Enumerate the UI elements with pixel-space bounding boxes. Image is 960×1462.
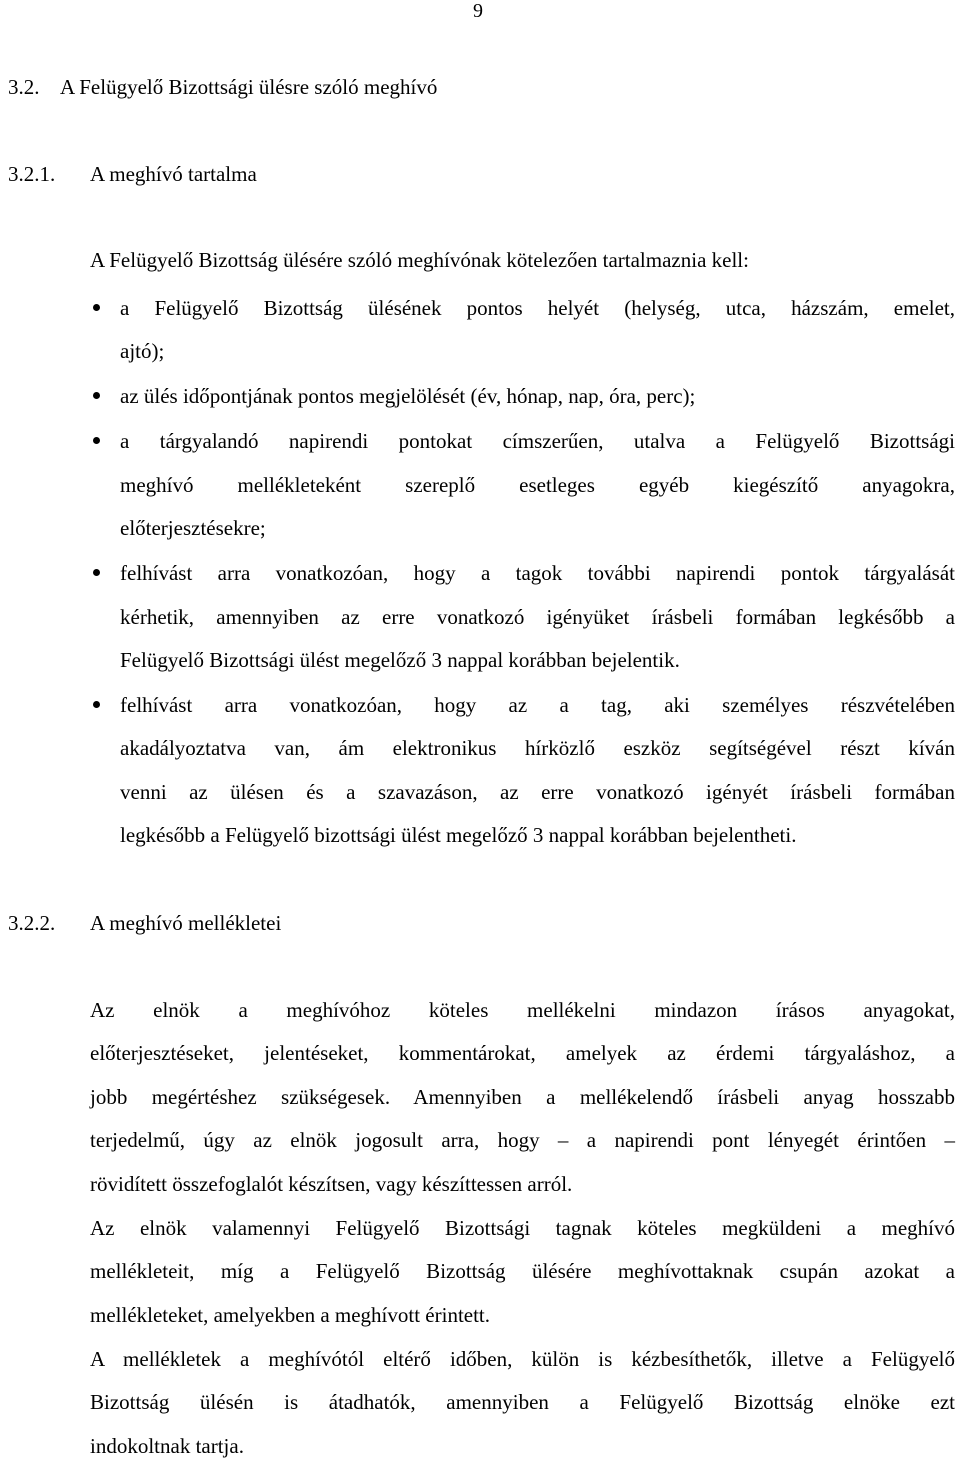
paragraph-line: jobb megértéshez szükségesek. Amennyiben a mellékelendő írásbeli anyag hosszabb xyxy=(90,1085,955,1109)
list-item-line: előterjesztésekre; xyxy=(120,516,266,540)
paragraph-line: rövidített összefoglalót készítsen, vagy készíttessen arról. xyxy=(90,1172,573,1196)
list-item-line: felhívást arra vonatkozóan, hogy az a tag, aki személyes részvételében xyxy=(120,693,955,717)
list-item-line: akadályoztatva van, ám elektronikus hírközlő eszköz segítségével részt kíván xyxy=(120,736,955,760)
subsection-heading-1 xyxy=(8,159,257,189)
subsection-title: A meghívó tartalma xyxy=(90,162,257,186)
list-item-line: meghívó mellékleteként szereplő esetleges egyéb kiegészítő anyagokra, xyxy=(120,473,955,497)
list-item-line: a tárgyalandó napirendi pontokat címszerűen, utalva a Felügyelő Bizottsági xyxy=(120,429,955,453)
intro-text: A Felügyelő Bizottság ülésére szóló meghívónak kötelezően tartalmaznia kell: xyxy=(90,248,749,272)
paragraph-line: mellékleteket, amelyekben a meghívott érintett. xyxy=(90,1303,491,1327)
list-item-line: kérhetik, amennyiben az erre vonatkozó igényüket írásbeli formában legkésőbb a xyxy=(120,605,955,629)
page-number: 9 xyxy=(473,0,483,22)
paragraph-line: terjedelmű, úgy az elnök jogosult arra, hogy – a napirendi pont lényegét érintően – xyxy=(90,1128,955,1152)
bullet-icon xyxy=(93,392,100,399)
paragraph-line: előterjesztéseket, jelentéseket, kommentárokat, amelyek az érdemi tárgyaláshoz, a xyxy=(90,1041,955,1065)
bullet-icon xyxy=(93,304,100,311)
subsection-number: 3.2.1. xyxy=(8,162,56,186)
list-item-line: venni az ülésen és a szavazáson, az erre vonatkozó igényét írásbeli formában xyxy=(120,780,955,804)
paragraph-line: Az elnök a meghívóhoz köteles mellékelni mindazon írásos anyagokat, xyxy=(90,998,955,1022)
bullet-icon xyxy=(93,437,100,444)
list-item-line: felhívást arra vonatkozóan, hogy a tagok további napirendi pontok tárgyalását xyxy=(120,561,955,585)
paragraph-line: A mellékletek a meghívótól eltérő időben, külön is kézbesíthetők, illetve a Felügyelő xyxy=(90,1347,955,1371)
subsection-number: 3.2.2. xyxy=(8,911,56,935)
bullet-icon xyxy=(93,569,100,576)
section-title: A Felügyelő Bizottsági ülésre szóló meghívó xyxy=(60,75,438,99)
list-item-line: Felügyelő Bizottsági ülést megelőző 3 nappal korábban bejelentik. xyxy=(120,648,680,672)
paragraph-line: Az elnök valamennyi Felügyelő Bizottsági tagnak köteles megküldeni a meghívó xyxy=(90,1216,955,1240)
bullet-icon xyxy=(93,701,100,708)
list-item-line: a Felügyelő Bizottság ülésének pontos helyét (helység, utca, házszám, emelet, xyxy=(120,296,955,320)
paragraph-line: mellékleteit, míg a Felügyelő Bizottság ülésére meghívottaknak csupán azokat a xyxy=(90,1259,955,1283)
list-item-line: ajtó); xyxy=(120,339,165,363)
list-item-line: az ülés időpontjának pontos megjelölését (év, hónap, nap, óra, perc); xyxy=(120,384,696,408)
subsection-title: A meghívó mellékletei xyxy=(90,911,282,935)
subsection-heading-2 xyxy=(8,908,281,938)
section-heading xyxy=(8,72,437,102)
paragraph-line: indokoltnak tartja. xyxy=(90,1434,244,1458)
paragraph-line: Bizottság ülésén is átadhatók, amennyiben a Felügyelő Bizottság elnöke ezt xyxy=(90,1390,955,1414)
list-item-line: legkésőbb a Felügyelő bizottsági ülést megelőző 3 nappal korábban bejelentheti. xyxy=(120,823,797,847)
section-number: 3.2. xyxy=(8,75,40,99)
